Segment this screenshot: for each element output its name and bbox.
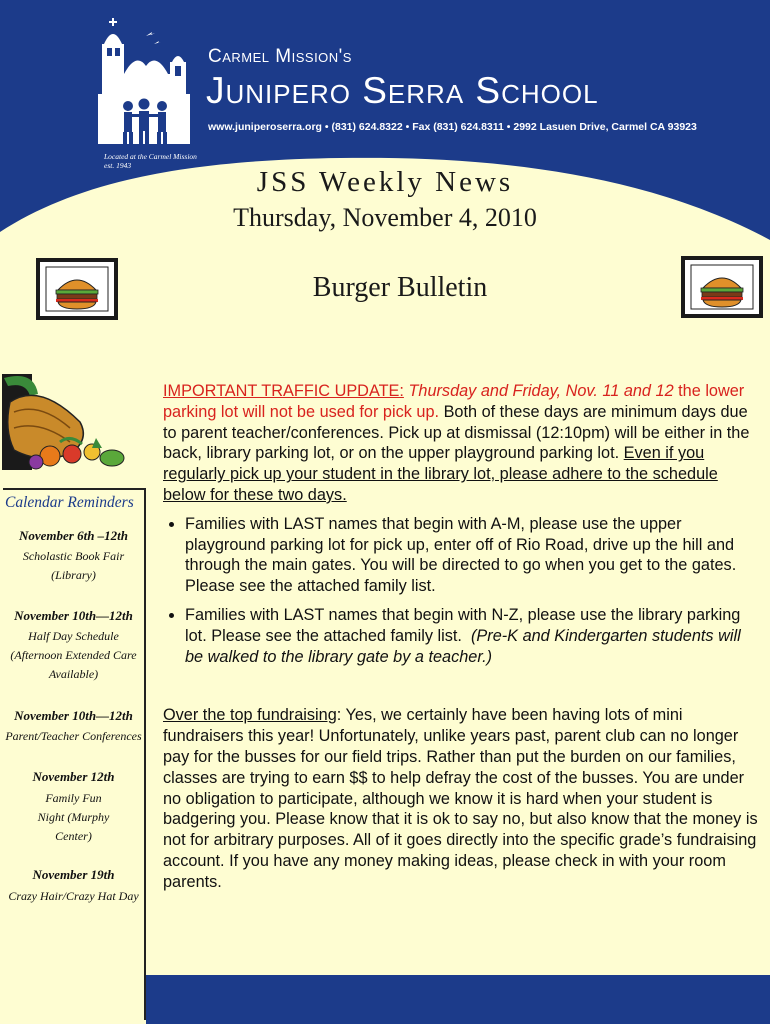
bulletin-heading: Burger Bulletin xyxy=(312,272,488,303)
list-item xyxy=(185,514,763,597)
calendar-date: November 10th—12th xyxy=(14,708,133,723)
calendar-item xyxy=(3,708,144,746)
newsletter-date: Thursday, November 4, 2010 xyxy=(233,203,537,232)
calendar-event: Parent/Teacher Conferences xyxy=(5,729,142,743)
cornucopia-icon xyxy=(0,372,130,477)
traffic-update xyxy=(163,381,763,506)
calendar-date: November 10th—12th xyxy=(14,608,133,623)
pickup-bullet-note: (Pre-K and Kindergarten students will be walked to the library gate by a teacher.) xyxy=(185,626,741,666)
sidebar-title: Calendar Reminders xyxy=(5,494,134,511)
traffic-when: Thursday and Friday, Nov. 11 and 12 xyxy=(408,382,674,400)
calendar-date: November 19th xyxy=(32,867,115,882)
fundraising-label: Over the top fundraising xyxy=(163,706,337,725)
footer-bar xyxy=(146,975,770,1024)
contact-line: www.juniperoserra.org • (831) 624.8322 • Fax (831) 624.8311 • 2992 Lasuen Drive, Carmel CA 93923 xyxy=(208,121,697,133)
newsletter-title: JSS Weekly News xyxy=(256,166,514,198)
calendar-item xyxy=(3,867,144,906)
calendar-item xyxy=(3,769,144,846)
traffic-body: Both of these days are minimum days due to parent teacher/conferences. Pick up at dismissal (12:10pm) will be either in the back, library parking lot, or on the upper playground parking lot. xyxy=(163,402,750,463)
pickup-list xyxy=(163,514,763,668)
main-article xyxy=(163,381,763,893)
school-name: Junipero Serra School xyxy=(206,70,599,111)
calendar-date: November 6th –12th xyxy=(18,528,129,543)
burger-icon xyxy=(40,262,114,316)
traffic-underlined: Even if you regularly pick up your student in the library lot, please adhere to the schedule below for these two days. xyxy=(163,444,718,504)
located-line-1: Located at the Carmel Mission xyxy=(104,152,197,161)
located-line-2: est. 1943 xyxy=(104,161,132,170)
calendar-item xyxy=(3,608,144,684)
traffic-red-text: the lower parking lot will not be used for pick up. xyxy=(163,382,745,421)
calendar-item xyxy=(3,528,144,585)
traffic-label: IMPORTANT TRAFFIC UPDATE: xyxy=(163,382,404,400)
calendar-event: Half Day Schedule (Afternoon Extended Care Available) xyxy=(10,629,137,681)
burger-clipart-left xyxy=(36,258,118,320)
pickup-bullet-text: Families with LAST names that begin with N-Z, please use the library parking lot. Please see the attached family list. xyxy=(185,605,741,645)
calendar-event: Scholastic Book Fair (Library) xyxy=(22,549,125,582)
calendar-event: Family Fun Night (Murphy Center) xyxy=(37,791,110,843)
calendar-date: November 12th xyxy=(32,769,115,784)
burger-icon xyxy=(685,260,759,314)
calendar-event: Crazy Hair/Crazy Hat Day xyxy=(8,889,139,903)
calendar-sidebar xyxy=(3,488,146,1020)
fundraising-paragraph xyxy=(163,705,763,892)
school-subtitle: Carmel Mission's xyxy=(208,46,352,67)
list-item xyxy=(185,605,763,667)
pickup-bullet-text: Families with LAST names that begin with A-M, please use the upper playground parking lot for pick up, enter off of Rio Road, drive up the hill and through the main gates. You will be directed to go when you get to the gates. Please see the attached family list. xyxy=(185,514,737,596)
burger-clipart-right xyxy=(681,256,763,318)
fundraising-body: : Yes, we certainly have been having lots of mini fundraisers this year! Unfortunately, unlike years past, parent club can no longer pay for the busses for our field trips. Rather than put the burden on our families, classes are trying to earn $$ to help defray the cost of the busses. You are under no obligation to participate, although we know it is hard when your student is badgering you. Please know that it is ok to say no, but also know that the money is not for arbitrary purposes. All of it goes directly into the specific grade’s fundraising account. If you have any money making ideas, please check in with your room parents. xyxy=(163,706,758,891)
